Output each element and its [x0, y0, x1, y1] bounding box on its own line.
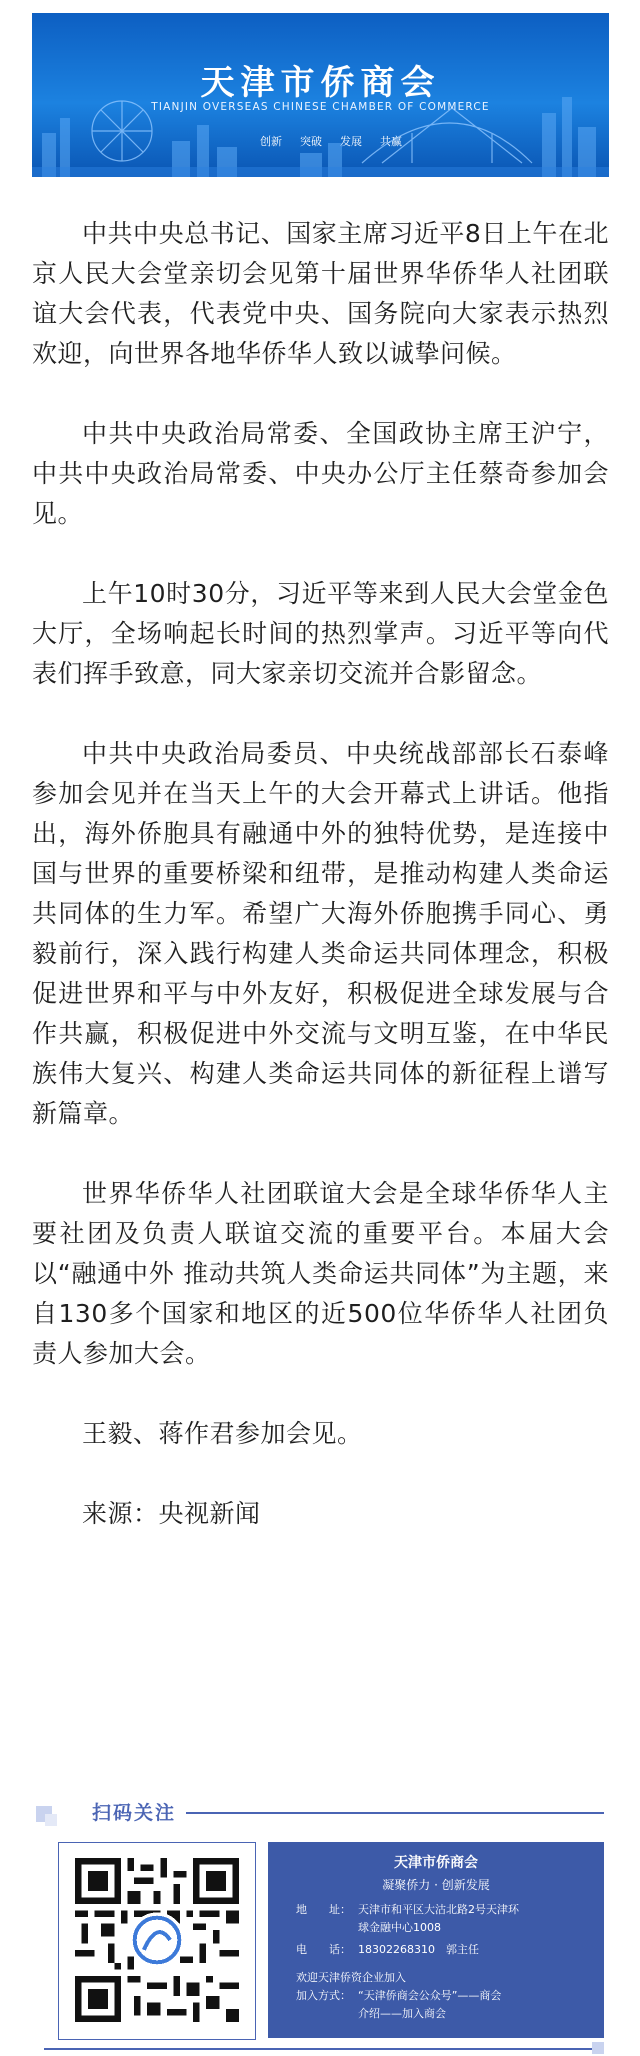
- org-info-panel: [268, 1842, 604, 2038]
- address-row-cont: [358, 1920, 441, 1936]
- phone-row: [296, 1942, 479, 1958]
- follow-card: [36, 1794, 604, 2056]
- org-name: 天津市侨商会: [394, 1855, 478, 1871]
- article-paragraph: 中共中央政治局委员、中央统战部部长石泰峰参加会见并在当天上午的大会开幕式上讲话。他指出，海外侨胞具有融通中外的独特优势，是连接中国与世界的重要桥梁和纽带，是推动构建人类命运共同体的生力军。希望广大海外侨胞携手同心、勇毅前行，深入践行构建人类命运共同体理念，积极促进世界和平与中外友好，积极促进全球发展与合作共赢，积极促进中外交流与文明互鉴，在中华民族伟大复兴、构建人类命运共同体的新征程上谱写新篇章。: [32, 739, 609, 1128]
- article-body: [32, 214, 609, 1574]
- org-slogan: 凝聚侨力 · 创新发展: [382, 1878, 490, 1892]
- phone-value[interactable]: 18302268310 郭主任: [358, 1943, 479, 1956]
- address-label: 地 址：: [296, 1903, 351, 1916]
- address-row: [296, 1902, 519, 1918]
- phone-label: 电 话：: [296, 1943, 351, 1956]
- divider: [44, 2048, 604, 2050]
- decorative-square: [592, 2042, 604, 2054]
- banner-title: 天津市侨商会: [200, 63, 441, 103]
- header-banner: [32, 13, 609, 177]
- address-value: 天津市和平区大沽北路2号天津环: [358, 1903, 519, 1916]
- banner-slogan: 突破: [300, 135, 322, 148]
- article-paragraph: 王毅、蒋作君参加会见。: [82, 1419, 363, 1448]
- banner-slogan: 发展: [340, 135, 362, 148]
- banner-subtitle: TIANJIN OVERSEAS CHINESE CHAMBER OF COMMERCE: [151, 101, 490, 113]
- banner-slogans: [260, 133, 402, 149]
- address-value-cont: 球金融中心1008: [358, 1921, 441, 1934]
- banner-slogan: 共赢: [380, 135, 402, 148]
- article-paragraph: 中共中央总书记、国家主席习近平8日上午在北京人民大会堂亲切会见第十届世界华侨华人社团联谊大会代表，代表党中央、国务院向大家表示热烈欢迎，向世界各地华侨华人致以诚挚问候。: [32, 219, 609, 368]
- join-value: “天津侨商会公众号”——商会: [358, 1989, 502, 2002]
- follow-heading: 扫码关注: [92, 1802, 177, 1824]
- banner-slogan: 创新: [260, 135, 282, 148]
- join-label: 加入方式：: [296, 1989, 351, 2002]
- article-paragraph: 上午10时30分，习近平等来到人民大会堂金色大厅，全场响起长时间的热烈掌声。习近平等向代表们挥手致意，同大家亲切交流并合影留念。: [32, 579, 609, 688]
- welcome-row: [296, 1970, 406, 1986]
- article-paragraph: 中共中央政治局常委、全国政协主席王沪宁，中共中央政治局常委、中央办公厅主任蔡奇参加会见。: [32, 419, 609, 528]
- welcome-text: 欢迎天津侨资企业加入: [296, 1971, 406, 1984]
- article-paragraph: 世界华侨华人社团联谊大会是全球华侨华人主要社团及负责人联谊交流的重要平台。本届大会以“融通中外 推动共筑人类命运共同体”为主题，来自130多个国家和地区的近500位华侨华人社团负责人参加大会。: [32, 1179, 609, 1368]
- divider: [186, 1812, 604, 1814]
- join-value-cont: 介绍——加入商会: [358, 2007, 446, 2020]
- article-source: 来源：央视新闻: [82, 1499, 261, 1528]
- qr-code-frame: [58, 1842, 256, 2040]
- join-row: [296, 1988, 501, 2004]
- decorative-square: [45, 1814, 57, 1826]
- qr-code-icon[interactable]: [75, 1855, 239, 2025]
- join-row-cont: [358, 2006, 446, 2022]
